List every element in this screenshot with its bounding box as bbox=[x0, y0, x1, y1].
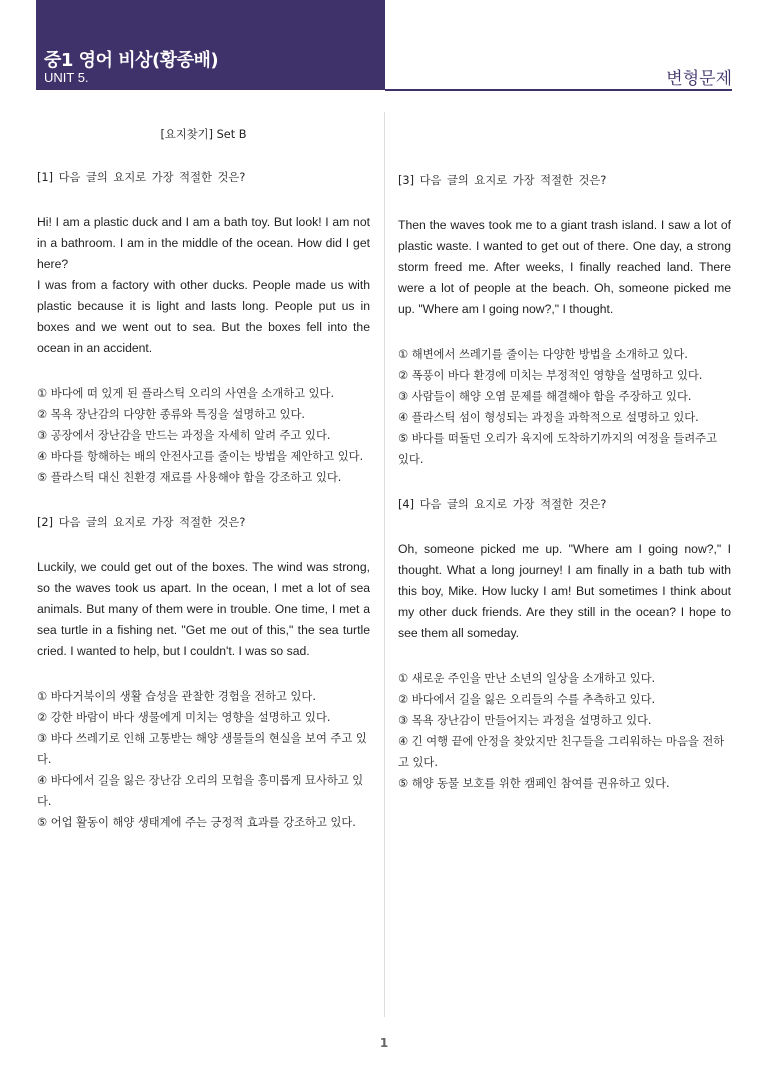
set-title: [요지찾기] Set B bbox=[160, 128, 247, 141]
answer-choices bbox=[37, 686, 370, 833]
question-passage bbox=[398, 215, 731, 320]
right-column bbox=[398, 170, 731, 794]
question-2 bbox=[37, 512, 370, 833]
question-prompt: [1] 다음 글의 요지로 가장 적절한 것은? bbox=[37, 171, 246, 184]
question-4 bbox=[398, 494, 731, 794]
answer-choice[interactable]: ③ 바다 쓰레기로 인해 고통받는 해양 생물들의 현실을 보여 주고 있다. bbox=[37, 732, 367, 766]
question-3 bbox=[398, 170, 731, 470]
answer-choice[interactable]: ① 해변에서 쓰레기를 줄이는 다양한 방법을 소개하고 있다. bbox=[398, 348, 688, 361]
unit-label: UNIT 5. bbox=[44, 70, 89, 85]
passage-paragraph: Hi! I am a plastic duck and I am a bath toy. But look! I am not in a bathroom. I am in the middle of the ocean. How did I get here? bbox=[37, 215, 370, 271]
question-1 bbox=[37, 167, 370, 488]
question-passage bbox=[37, 557, 370, 662]
answer-choice[interactable]: ① 바다에 떠 있게 된 플라스틱 오리의 사연을 소개하고 있다. bbox=[37, 387, 335, 400]
answer-choices bbox=[37, 383, 370, 488]
passage-paragraph: Then the waves took me to a giant trash island. I saw a lot of plastic waste. I wanted to get out of there. One day, a strong storm freed me. After weeks, I finally reached land. There were a lot of people at the beach. Oh, someone picked me up. "Where am I going now?," I thought. bbox=[398, 218, 731, 316]
answer-choice[interactable]: ⑤ 플라스틱 대신 친환경 재료를 사용해야 함을 강조하고 있다. bbox=[37, 471, 342, 484]
answer-choice[interactable]: ④ 긴 여행 끝에 안정을 찾았지만 친구들을 그리워하는 마음을 전하고 있다. bbox=[398, 735, 725, 769]
doc-type-label: 변형문제 bbox=[666, 69, 732, 89]
header-rule bbox=[385, 89, 732, 91]
left-column bbox=[37, 124, 370, 833]
answer-choice[interactable]: ④ 플라스틱 섬이 형성되는 과정을 과학적으로 설명하고 있다. bbox=[398, 411, 699, 424]
page-number: 1 bbox=[379, 1036, 389, 1050]
question-passage bbox=[37, 212, 370, 359]
column-divider bbox=[384, 112, 385, 1017]
answer-choice[interactable]: ④ 바다를 항해하는 배의 안전사고를 줄이는 방법을 제안하고 있다. bbox=[37, 450, 364, 463]
answer-choice[interactable]: ⑤ 바다를 떠돌던 오리가 육지에 도착하기까지의 여정을 들려주고 있다. bbox=[398, 432, 717, 466]
passage-paragraph: Luckily, we could get out of the boxes. The wind was strong, so the waves took us apart. In the ocean, I met a lot of sea animals. But many of them were in trouble. One time, I met a sea turtle in a fishing net. "Get me out of this," the sea turtle cried. I wanted to help, but I couldn't. I was so sad. bbox=[37, 560, 370, 658]
answer-choice[interactable]: ① 새로운 주인을 만난 소년의 일상을 소개하고 있다. bbox=[398, 672, 656, 685]
answer-choice[interactable]: ⑤ 어업 활동이 해양 생태계에 주는 긍정적 효과를 강조하고 있다. bbox=[37, 816, 356, 829]
answer-choice[interactable]: ② 목욕 장난감의 다양한 종류와 특징을 설명하고 있다. bbox=[37, 408, 306, 421]
question-prompt: [2] 다음 글의 요지로 가장 적절한 것은? bbox=[37, 516, 246, 529]
question-prompt: [3] 다음 글의 요지로 가장 적절한 것은? bbox=[398, 174, 607, 187]
answer-choice[interactable]: ④ 바다에서 길을 잃은 장난감 오리의 모험을 흥미롭게 묘사하고 있다. bbox=[37, 774, 364, 808]
question-passage bbox=[398, 539, 731, 644]
answer-choice[interactable]: ① 바다거북이의 생활 습성을 관찰한 경험을 전하고 있다. bbox=[37, 690, 316, 703]
passage-paragraph: I was from a factory with other ducks. People made us with plastic because it is light and lasts long. People put us in boxes and we went out to sea. But the boxes fell into the ocean in an accident. bbox=[37, 278, 370, 355]
answer-choices bbox=[398, 668, 731, 794]
answer-choice[interactable]: ② 바다에서 길을 잃은 오리들의 수를 추측하고 있다. bbox=[398, 693, 656, 706]
page-title: 중1 영어 비상(황종배) bbox=[44, 50, 219, 71]
answer-choice[interactable]: ⑤ 해양 동물 보호를 위한 캠페인 참여를 권유하고 있다. bbox=[398, 777, 670, 790]
passage-paragraph: Oh, someone picked me up. "Where am I going now?," I thought. What a long journey! I am finally in a bath tub with this boy, Mike. How lucky I am! But sometimes I think about my other duck friends. Are they still in the ocean? I hope to see them all someday. bbox=[398, 542, 731, 640]
answer-choice[interactable]: ② 폭풍이 바다 환경에 미치는 부정적인 영향을 설명하고 있다. bbox=[398, 369, 703, 382]
answer-choice[interactable]: ② 강한 바람이 바다 생물에게 미치는 영향을 설명하고 있다. bbox=[37, 711, 331, 724]
answer-choices bbox=[398, 344, 731, 470]
answer-choice[interactable]: ③ 공장에서 장난감을 만드는 과정을 자세히 알려 주고 있다. bbox=[37, 429, 331, 442]
answer-choice[interactable]: ③ 목욕 장난감이 만들어지는 과정을 설명하고 있다. bbox=[398, 714, 652, 727]
question-prompt: [4] 다음 글의 요지로 가장 적절한 것은? bbox=[398, 498, 607, 511]
answer-choice[interactable]: ③ 사람들이 해양 오염 문제를 해결해야 함을 주장하고 있다. bbox=[398, 390, 692, 403]
